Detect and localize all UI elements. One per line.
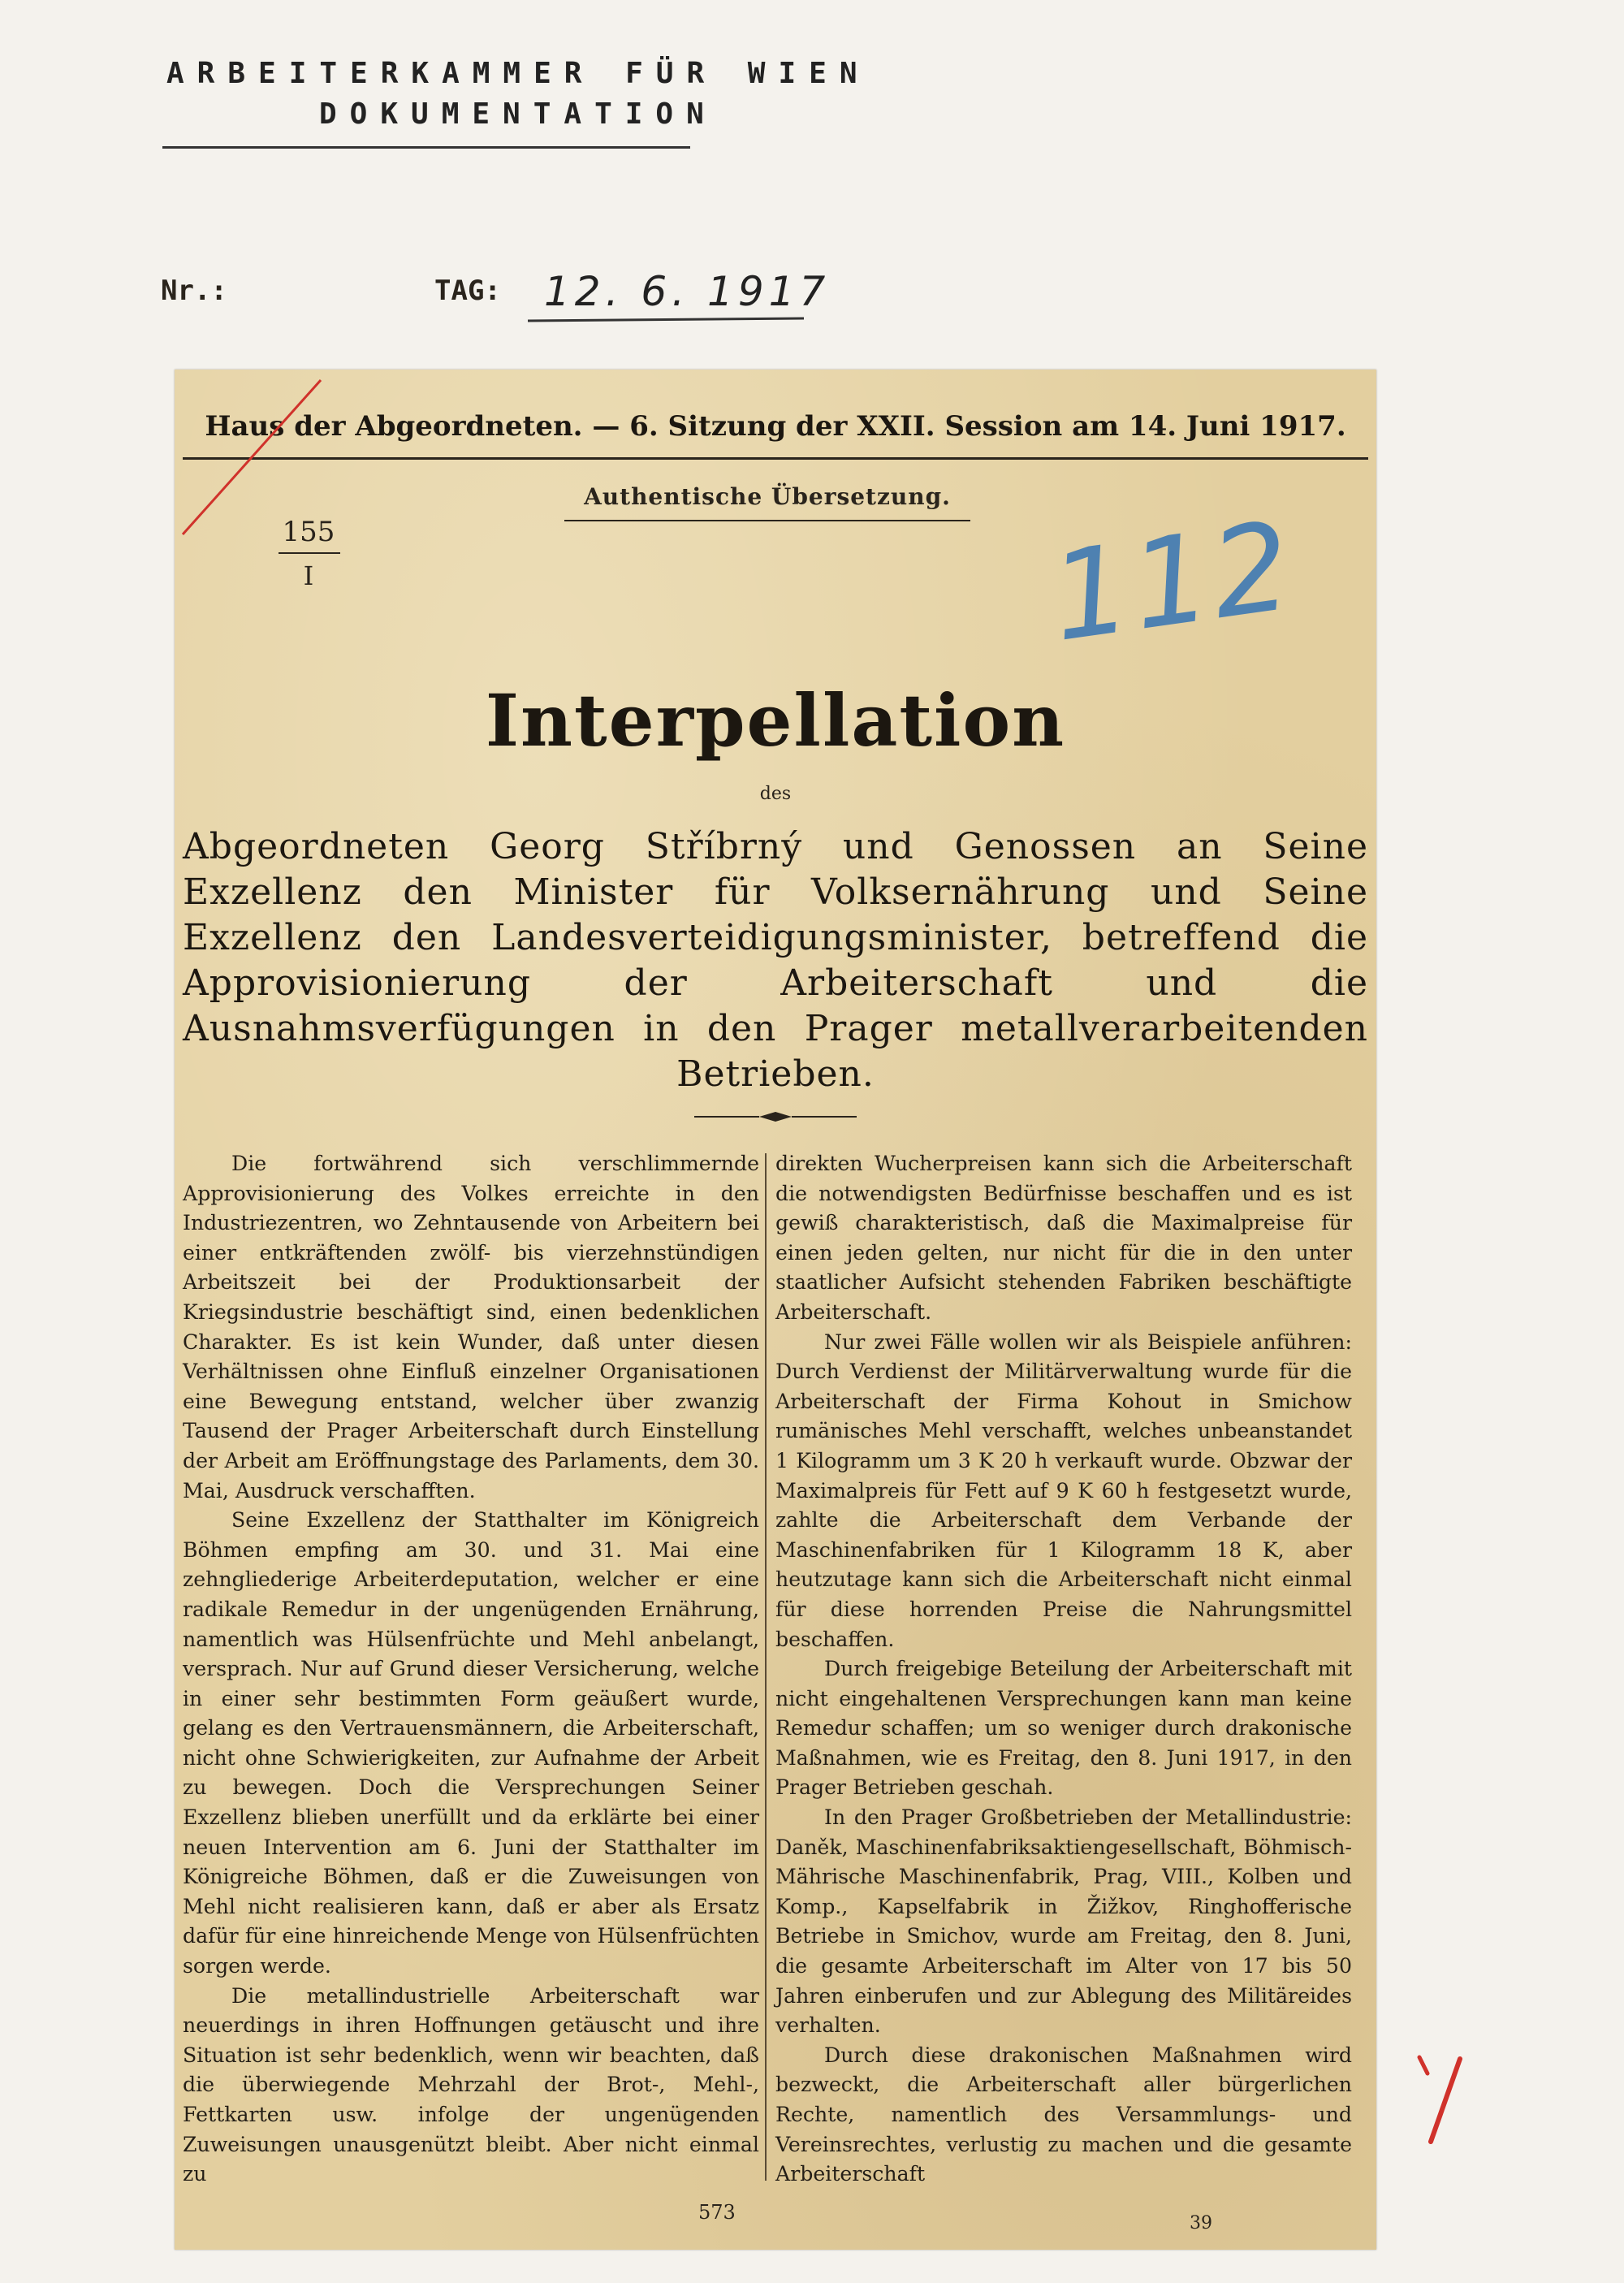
translation-note: Authentische Übersetzung. <box>584 483 951 510</box>
stamp-institution: ARBEITERKAMMER FÜR WIEN <box>166 57 870 90</box>
document-title: Interpellation <box>485 678 1066 763</box>
red-pencil-mark-icon <box>1413 2051 1470 2148</box>
paragraph: Die metallindustrielle Arbeiterschaft war neuerdings in ihren Hoffnungen getäuscht und ihre Situation ist sehr bedenklich, wenn wir beachten, daß die überwiegende Mehrzahl der Brot-, Mehl-, Fettkarten usw. infolge der ungenügenden Zuweisungen unausgenützt bleibt. Aber nicht einmal zu <box>183 1983 759 2186</box>
header-rule <box>183 457 1368 460</box>
red-slash-mark-icon <box>179 376 325 538</box>
title-connector: des <box>759 784 792 804</box>
page-number-small: 39 <box>1190 2213 1212 2233</box>
tag-label: TAG: <box>434 275 501 307</box>
nr-label: Nr.: <box>161 275 227 307</box>
column-divider <box>765 1153 767 2181</box>
document-roman-numeral: I <box>303 560 314 591</box>
ornament-divider-icon <box>175 1100 1376 1133</box>
session-header: Haus der Abgeordneten. — 6. Sitzung der XXII. Session am 14. Juni 1917. <box>205 410 1346 443</box>
paragraph: Durch diese drakonischen Maßnahmen wird bezweckt, die Arbeiterschaft aller bürgerlichen Rechte, namentlich des Versammlungs- und Vereinsrechtes, verlustig zu machen und die gesamte Arbeiterschaft <box>775 2043 1352 2186</box>
text-column-left <box>183 1149 759 2190</box>
paragraph: direkten Wucherpreisen kann sich die Arbeiterschaft die notwendigsten Bedürfnisse beschaffen und es ist gewiß charakteristisch, daß die Maximalpreise für einen jeden gelten, nur nicht für die in den unter staatlicher Aufsicht stehenden Fabriken beschäftigte Arbeiterschaft. <box>775 1152 1352 1324</box>
date-underline <box>528 318 804 322</box>
stamp-divider <box>162 146 690 149</box>
document-number-rule <box>279 552 340 554</box>
handwritten-blue-number: 112 <box>1043 495 1302 669</box>
paragraph: Seine Exzellenz der Statthalter im Königreich Böhmen empfing am 30. und 31. Mai eine zehngliederige Arbeiterdeputation, welcher er eine radikale Remedur in der ungenügenden Ernährung, namentlich was Hülsenfrüchte und Mehl anbelangt, versprach. Nur auf Grund dieser Versicherung, welche in einer sehr bestimmten Form geäußert wurde, gelang es den Vertrauensmännern, die Arbeiterschaft, nicht ohne Schwierigkeiten, zur Aufnahme der Arbeit zu bewegen. Doch die Versprechungen Seiner Exzellenz blieben unerfüllt und da erklärte bei einer neuen Intervention am 6. Juni der Statthalter im Königreiche Böhmen, daß er die Zuweisungen von Mehl nicht realisieren kann, daß er aber als Ersatz dafür für eine hinreichende Menge von Hülsenfrüchten sorgen werde. <box>183 1508 759 1978</box>
paragraph: In den Prager Großbetrieben der Metallindustrie: Daněk, Maschinenfabriksaktiengesellschaft, Böhmisch-Mährische Maschinenfabrik, Prag, VIII., Kolben und Komp., Kapselfabrik in Žižkov, Ringhofferische Betriebe in Smichov, wurde am Freitag, den 8. Juni, die gesamte Arbeiterschaft im Alter von 17 bis 50 Jahren einberufen und zur Ablegung des Militäreides verhalten. <box>775 1805 1352 2038</box>
translation-underline <box>564 520 970 521</box>
page-number: 573 <box>698 2201 736 2224</box>
paragraph: Nur zwei Fälle wollen wir als Beispiele anführen: Durch Verdienst der Militärverwaltung wurde für die Arbeiterschaft der Firma Kohout in Smichow rumänisches Mehl verschafft, welches unbeanstandet 1 Kilogramm um 3 K 20 h verkauft wurde. Obzwar der Maximalpreis für Fett auf 9 K 60 h festgesetzt wurde, zahlte die Arbeiterschaft dem Verbande der Maschinenfabriken für 1 Kilogramm 18 K, aber heutzutage kann sich die Arbeiterschaft nicht einmal für diese horrenden Preise die Nahrungsmittel beschaffen. <box>775 1330 1352 1651</box>
handwritten-date: 12. 6. 1917 <box>544 268 831 315</box>
document-subtitle: Abgeordneten Georg Stříbrný und Genossen an Seine Exzellenz den Minister für Volksernährung und Seine Exzellenz den Landesverteidigungsminister, betreffend die Approvisionierung der Arbeiterschaft und die Ausnahmsverfügungen in den Prager metallverarbeitenden Betrieben. <box>183 826 1368 1095</box>
paragraph: Die fortwährend sich verschlimmernde Approvisionierung des Volkes erreichte in den Industriezentren, wo Zehntausende von Arbeitern bei einer entkräftenden zwölf- bis vierzehnstündigen Arbeitszeit bei der Produktionsarbeit der Kriegsindustrie beschäftigt sind, einen bedenklichen Charakter. Es ist kein Wunder, daß unter diesen Verhältnissen ohne Einfluß einzelner Organisationen eine Bewegung entstand, welcher über zwanzig Tausend der Prager Arbeiterschaft durch Einstellung der Arbeit am Eröffnungstage des Parlaments, dem 30. Mai, Ausdruck verschafften. <box>183 1152 759 1503</box>
text-column-right <box>775 1149 1352 2190</box>
newspaper-clipping <box>175 370 1376 2250</box>
stamp-department: DOKUMENTATION <box>319 97 717 131</box>
paragraph: Durch freigebige Beteilung der Arbeiterschaft mit nicht eingehaltenen Versprechungen kann man keine Remedur schaffen; um so weniger durch drakonische Maßnahmen, wie es Freitag, den 8. Juni 1917, in den Prager Betrieben geschah. <box>775 1657 1352 1800</box>
document-number: 155 <box>282 516 335 548</box>
